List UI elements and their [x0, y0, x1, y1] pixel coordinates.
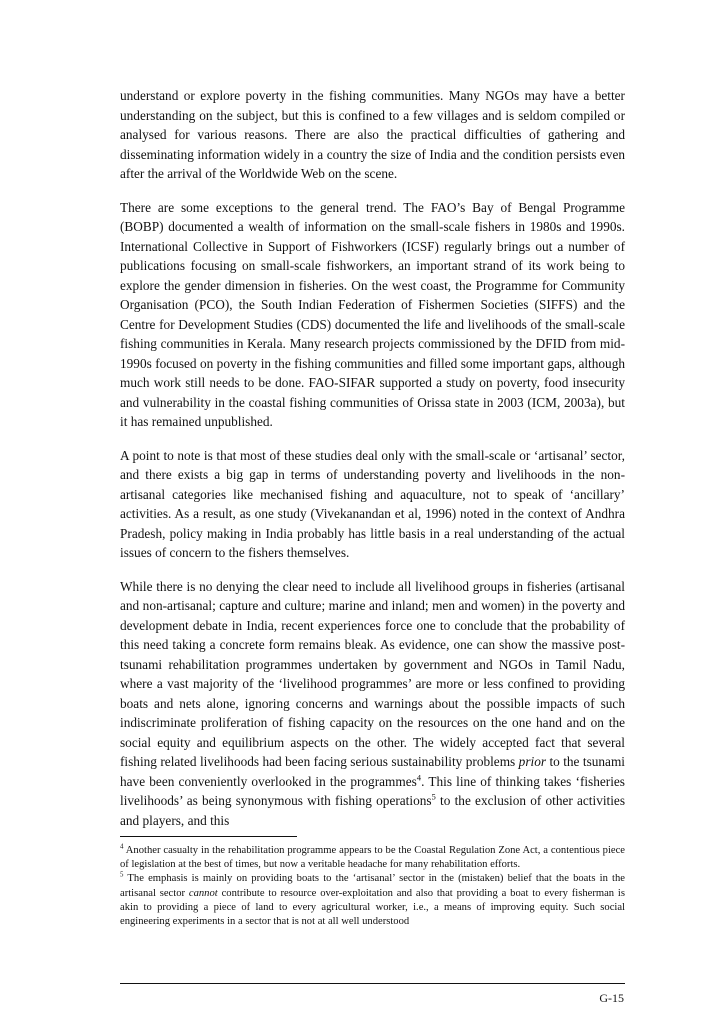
- footnote-marker: 5: [431, 791, 436, 802]
- text-run: understand or explore poverty in the fishing communities. Many NGOs may have a better understanding on the subject, but this is confined to a few villages and is seldom compiled or analysed for various reasons. There are also the practical difficulties of gathering and disseminating information widely in a country the size of India and the condition persists even after the arrival of the Worldwide Web on the scene.: [120, 88, 625, 181]
- footnote-marker: 4: [120, 843, 124, 851]
- paragraph-1: [120, 86, 625, 184]
- footnote-marker: 4: [416, 772, 422, 783]
- paragraph-4: [120, 577, 625, 831]
- footnote-4: [120, 844, 625, 872]
- text-run: There are some exceptions to the general trend. The FAO’s Bay of Bengal Programme (BOBP) documented a wealth of information on the small-scale fishers in 1980s and 1990s. International Collective in Support of Fishworkers (ICSF) regularly brings out a number of publications focusing on small-scale fishworkers, an important strand of its work being to explore the gender dimension in fisheries. On the west coast, the Programme for Community Organisation (PCO), the South Indian Federation of Fishermen Societies (SIFFS) and the Centre for Development Studies (CDS) documented the life and livelihoods of the small-scale fishing communities in Kerala. Many research projects commissioned by the DFID from mid-1990s focused on poverty in the fishing communities and filled some important gaps, although much work still needs to be done. FAO-SIFAR supported a study on poverty, food insecurity and vulnerability in the coastal fishing communities of Orissa state in 2003 (ICM, 2003a), but it has remained unpublished.: [120, 199, 625, 429]
- footnote-5: [120, 872, 625, 929]
- text-run: While there is no denying the clear need to include all livelihood groups in fisheries (artisanal and non-artisanal; capture and culture; marine and inland; men and women) in the poverty and development debate in India, recent experiences force one to conclude that the probability of this need taking a concrete form remains bleak. As evidence, one can show the massive post-tsunami rehabilitation programmes undertaken by government and NGOs in Tamil Nadu, where a vast majority of the ‘livelihood programmes’ are more or less confined to providing boats and nets alone, ignoring concerns and warnings about the possible impacts of such indiscriminate proliferation of fishing capacity on the resources on the one hand and on the social equity and equilibrium aspects on the other. The widely accepted fact that several fishing related livelihoods had been facing serious sustainability problems: [120, 578, 625, 769]
- text-run: The emphasis is mainly on providing boats to the ‘artisanal’ sector in the (mistaken) belief that the boats in the artisanal sector: [120, 873, 625, 899]
- page-number: G-15: [599, 991, 624, 1005]
- footnotes: [120, 844, 625, 929]
- emphasis: prior: [518, 754, 547, 769]
- paragraph-3: [120, 446, 625, 563]
- footer-rule: [120, 983, 625, 984]
- text-run: contribute to resource over-exploitation and also that providing a boat to every fisherman is akin to providing a piece of land to every agricultural worker, i.e., a means of improving equity. Such social engineering experiments in a sector that is not at all well understood: [120, 887, 626, 928]
- text-run: to the tsunami have been conveniently overlooked in the programmes: [120, 754, 625, 789]
- text-run: . This line of thinking takes ‘fisheries livelihoods’ as being synonymous with fishing operations: [120, 773, 625, 808]
- text-run: A point to note is that most of these studies deal only with the small-scale or ‘artisanal’ sector, and there exists a big gap in terms of understanding poverty and livelihoods in the non-artisanal categories like mechanised fishing and aquaculture, not to speak of ‘ancillary’ activities. As a result, as one study (Vivekanandan et al, 1996) noted in the context of Andhra Pradesh, policy making in India probably has little basis in a real understanding of the actual issues of concern to the fishers themselves.: [120, 447, 625, 560]
- footnote-marker: 5: [120, 871, 124, 879]
- footnote-separator: [120, 836, 297, 837]
- text-run: Another casualty in the rehabilitation programme appears to be the Coastal Regulation Zone Act, a contentious piece of legislation at the best of times, but now a veritable headache for many rehabilitation efforts.: [120, 845, 625, 871]
- emphasis: cannot: [188, 887, 218, 899]
- paragraph-2: [120, 198, 625, 432]
- body-text: [120, 86, 625, 830]
- text-run: to the exclusion of other activities and players, and this: [120, 793, 625, 828]
